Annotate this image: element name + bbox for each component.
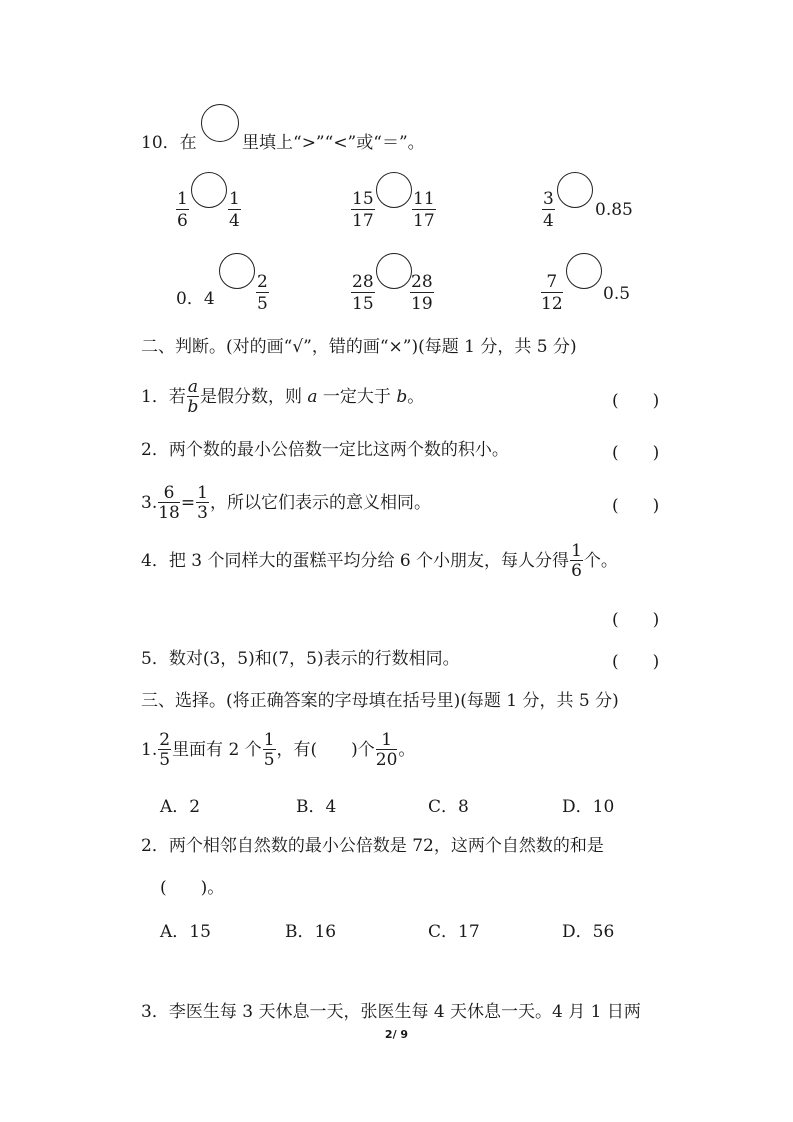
section2-title: 二、判断。(对的画“√”，错的画“×”)(每题 1 分，共 5 分) — [141, 337, 577, 357]
compare-circle[interactable] — [557, 172, 593, 208]
compare-circle[interactable] — [219, 253, 255, 289]
section3-title: 三、选择。(将正确答案的字母填在括号里)(每题 1 分，共 5 分) — [141, 691, 619, 711]
compare-circle[interactable] — [376, 253, 412, 289]
option-d[interactable]: D．56 — [562, 922, 615, 942]
option-c[interactable]: C．8 — [428, 797, 469, 817]
fraction: $\frac{7}{12}$ — [541, 272, 563, 314]
choice-q2-line2: ( )。 — [160, 878, 225, 898]
choice-q2-line1: 2．两个相邻自然数的最小公倍数是 72，这两个自然数的和是 — [141, 836, 604, 856]
page-number: 2/ 9 — [384, 1028, 409, 1041]
judge-q1: 1．若 $\frac{a}{b}$ 是假分数，则 a 一定大于 b。 — [141, 377, 425, 417]
fraction: $\frac{3}{4}$ — [543, 189, 554, 231]
fraction: $\frac{11}{17}$ — [413, 189, 435, 231]
fraction: $\frac{1}{6}$ — [177, 189, 188, 231]
option-b[interactable]: B．4 — [296, 797, 337, 817]
fraction: $\frac{1}{4}$ — [229, 189, 240, 231]
decimal-value: 0.5 — [603, 284, 631, 304]
answer-paren[interactable]: ( ) — [612, 610, 660, 630]
compare-circle[interactable] — [376, 172, 412, 208]
decimal-value: 0.85 — [595, 200, 633, 220]
answer-paren[interactable]: ( ) — [612, 652, 660, 672]
fraction: $\frac{28}{15}$ — [352, 272, 374, 314]
answer-paren[interactable]: ( ) — [612, 496, 660, 516]
answer-paren[interactable]: ( ) — [612, 443, 660, 463]
choice-q3-line1: 3．李医生每 3 天休息一天，张医生每 4 天休息一天。4 月 1 日两 — [141, 1002, 641, 1022]
option-a[interactable]: A．2 — [160, 797, 201, 817]
fraction: $\frac{2}{5}$ — [257, 272, 268, 314]
judge-q4: 4．把 3 个同样大的蛋糕平均分给 6 个小朋友，每人分得 $\frac{1}{6}$ 个。 — [141, 541, 618, 581]
answer-circle[interactable] — [201, 104, 239, 142]
decimal-value: 0．4 — [176, 289, 215, 309]
option-d[interactable]: D．10 — [562, 797, 615, 817]
judge-q2: 2．两个数的最小公倍数一定比这两个数的积小。 — [141, 440, 509, 460]
answer-paren[interactable]: ( ) — [612, 391, 660, 411]
compare-circle[interactable] — [191, 172, 227, 208]
compare-circle[interactable] — [566, 253, 602, 289]
q10-suffix: 里填上“>”“<”或“＝”。 — [242, 133, 425, 153]
fraction: $\frac{28}{19}$ — [411, 272, 433, 314]
option-b[interactable]: B．16 — [285, 922, 337, 942]
choice-q1: 1. $\frac{2}{5}$ 里面有 2 个 $\frac{1}{5}$ ，有( )个 $\frac{1}{20}$ 。 — [141, 730, 416, 770]
judge-q3: 3. $\frac{6}{18}$ = $\frac{1}{3}$ ，所以它们表示的意义相同。 — [141, 483, 431, 523]
fraction: $\frac{15}{17}$ — [352, 189, 374, 231]
option-a[interactable]: A．15 — [160, 922, 211, 942]
judge-q5: 5．数对(3，5)和(7，5)表示的行数相同。 — [141, 649, 460, 669]
q10-prefix: 10．在 — [141, 133, 197, 153]
option-c[interactable]: C．17 — [428, 922, 480, 942]
